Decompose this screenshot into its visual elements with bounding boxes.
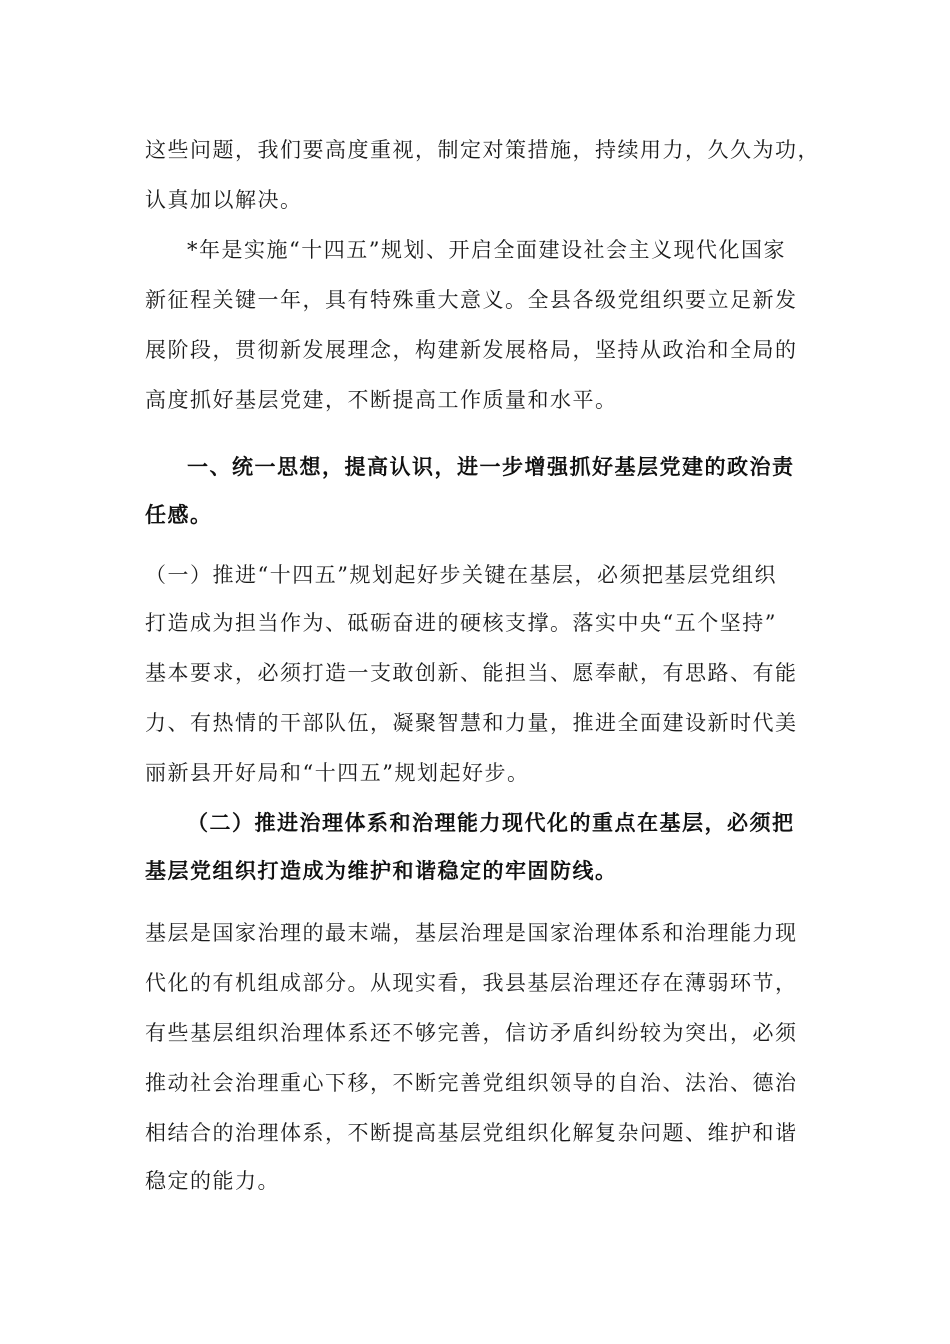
text-line: 推动社会治理重心下移，不断完善党组织领导的自治、法治、德治 (145, 1071, 798, 1095)
text-line: 这些问题，我们要高度重视，制定对策措施，持续用力，久久为功， (145, 138, 820, 162)
text-line: 基本要求，必须打造一支敢创新、能担当、愿奉献，有思路、有能 (145, 661, 798, 685)
text-line: 基层是国家治理的最末端，基层治理是国家治理体系和治理能力现 (145, 921, 798, 945)
text-line: *年是实施“十四五”规划、开启全面建设社会主义现代化国家 (187, 238, 786, 262)
text-line: 力、有热情的干部队伍，凝聚智慧和力量，推进全面建设新时代美 (145, 711, 798, 735)
text-line: （一）推进“十四五”规划起好步关键在基层，必须把基层党组织 (145, 563, 777, 587)
text-line: 相结合的治理体系，不断提高基层党组织化解复杂问题、维护和谐 (145, 1121, 798, 1145)
section-heading: 一、统一思想，提高认识，进一步增强抓好基层党建的政治责 (187, 454, 795, 479)
text-line: 展阶段，贯彻新发展理念，构建新发展格局，坚持从政治和全局的 (145, 338, 798, 362)
subsection-heading: 基层党组织打造成为维护和谐稳定的牢固防线。 (145, 858, 618, 883)
text-line: 稳定的能力。 (145, 1169, 280, 1193)
section-heading: 任感。 (145, 502, 213, 527)
text-line: 有些基层组织治理体系还不够完善，信访矛盾纠纷较为突出，必须 (145, 1021, 798, 1045)
subsection-heading: （二）推进治理体系和治理能力现代化的重点在基层，必须把 (187, 810, 795, 835)
text-line: 新征程关键一年，具有特殊重大意义。全县各级党组织要立足新发 (145, 288, 798, 312)
text-line: 打造成为担当作为、砥砺奋进的硬核支撑。落实中央“五个坚持” (145, 611, 777, 635)
text-line: 高度抓好基层党建，不断提高工作质量和水平。 (145, 388, 618, 412)
text-line: 代化的有机组成部分。从现实看，我县基层治理还存在薄弱环节， (145, 971, 798, 995)
text-line: 认真加以解决。 (145, 188, 303, 212)
text-line: 丽新县开好局和“十四五”规划起好步。 (145, 761, 530, 785)
